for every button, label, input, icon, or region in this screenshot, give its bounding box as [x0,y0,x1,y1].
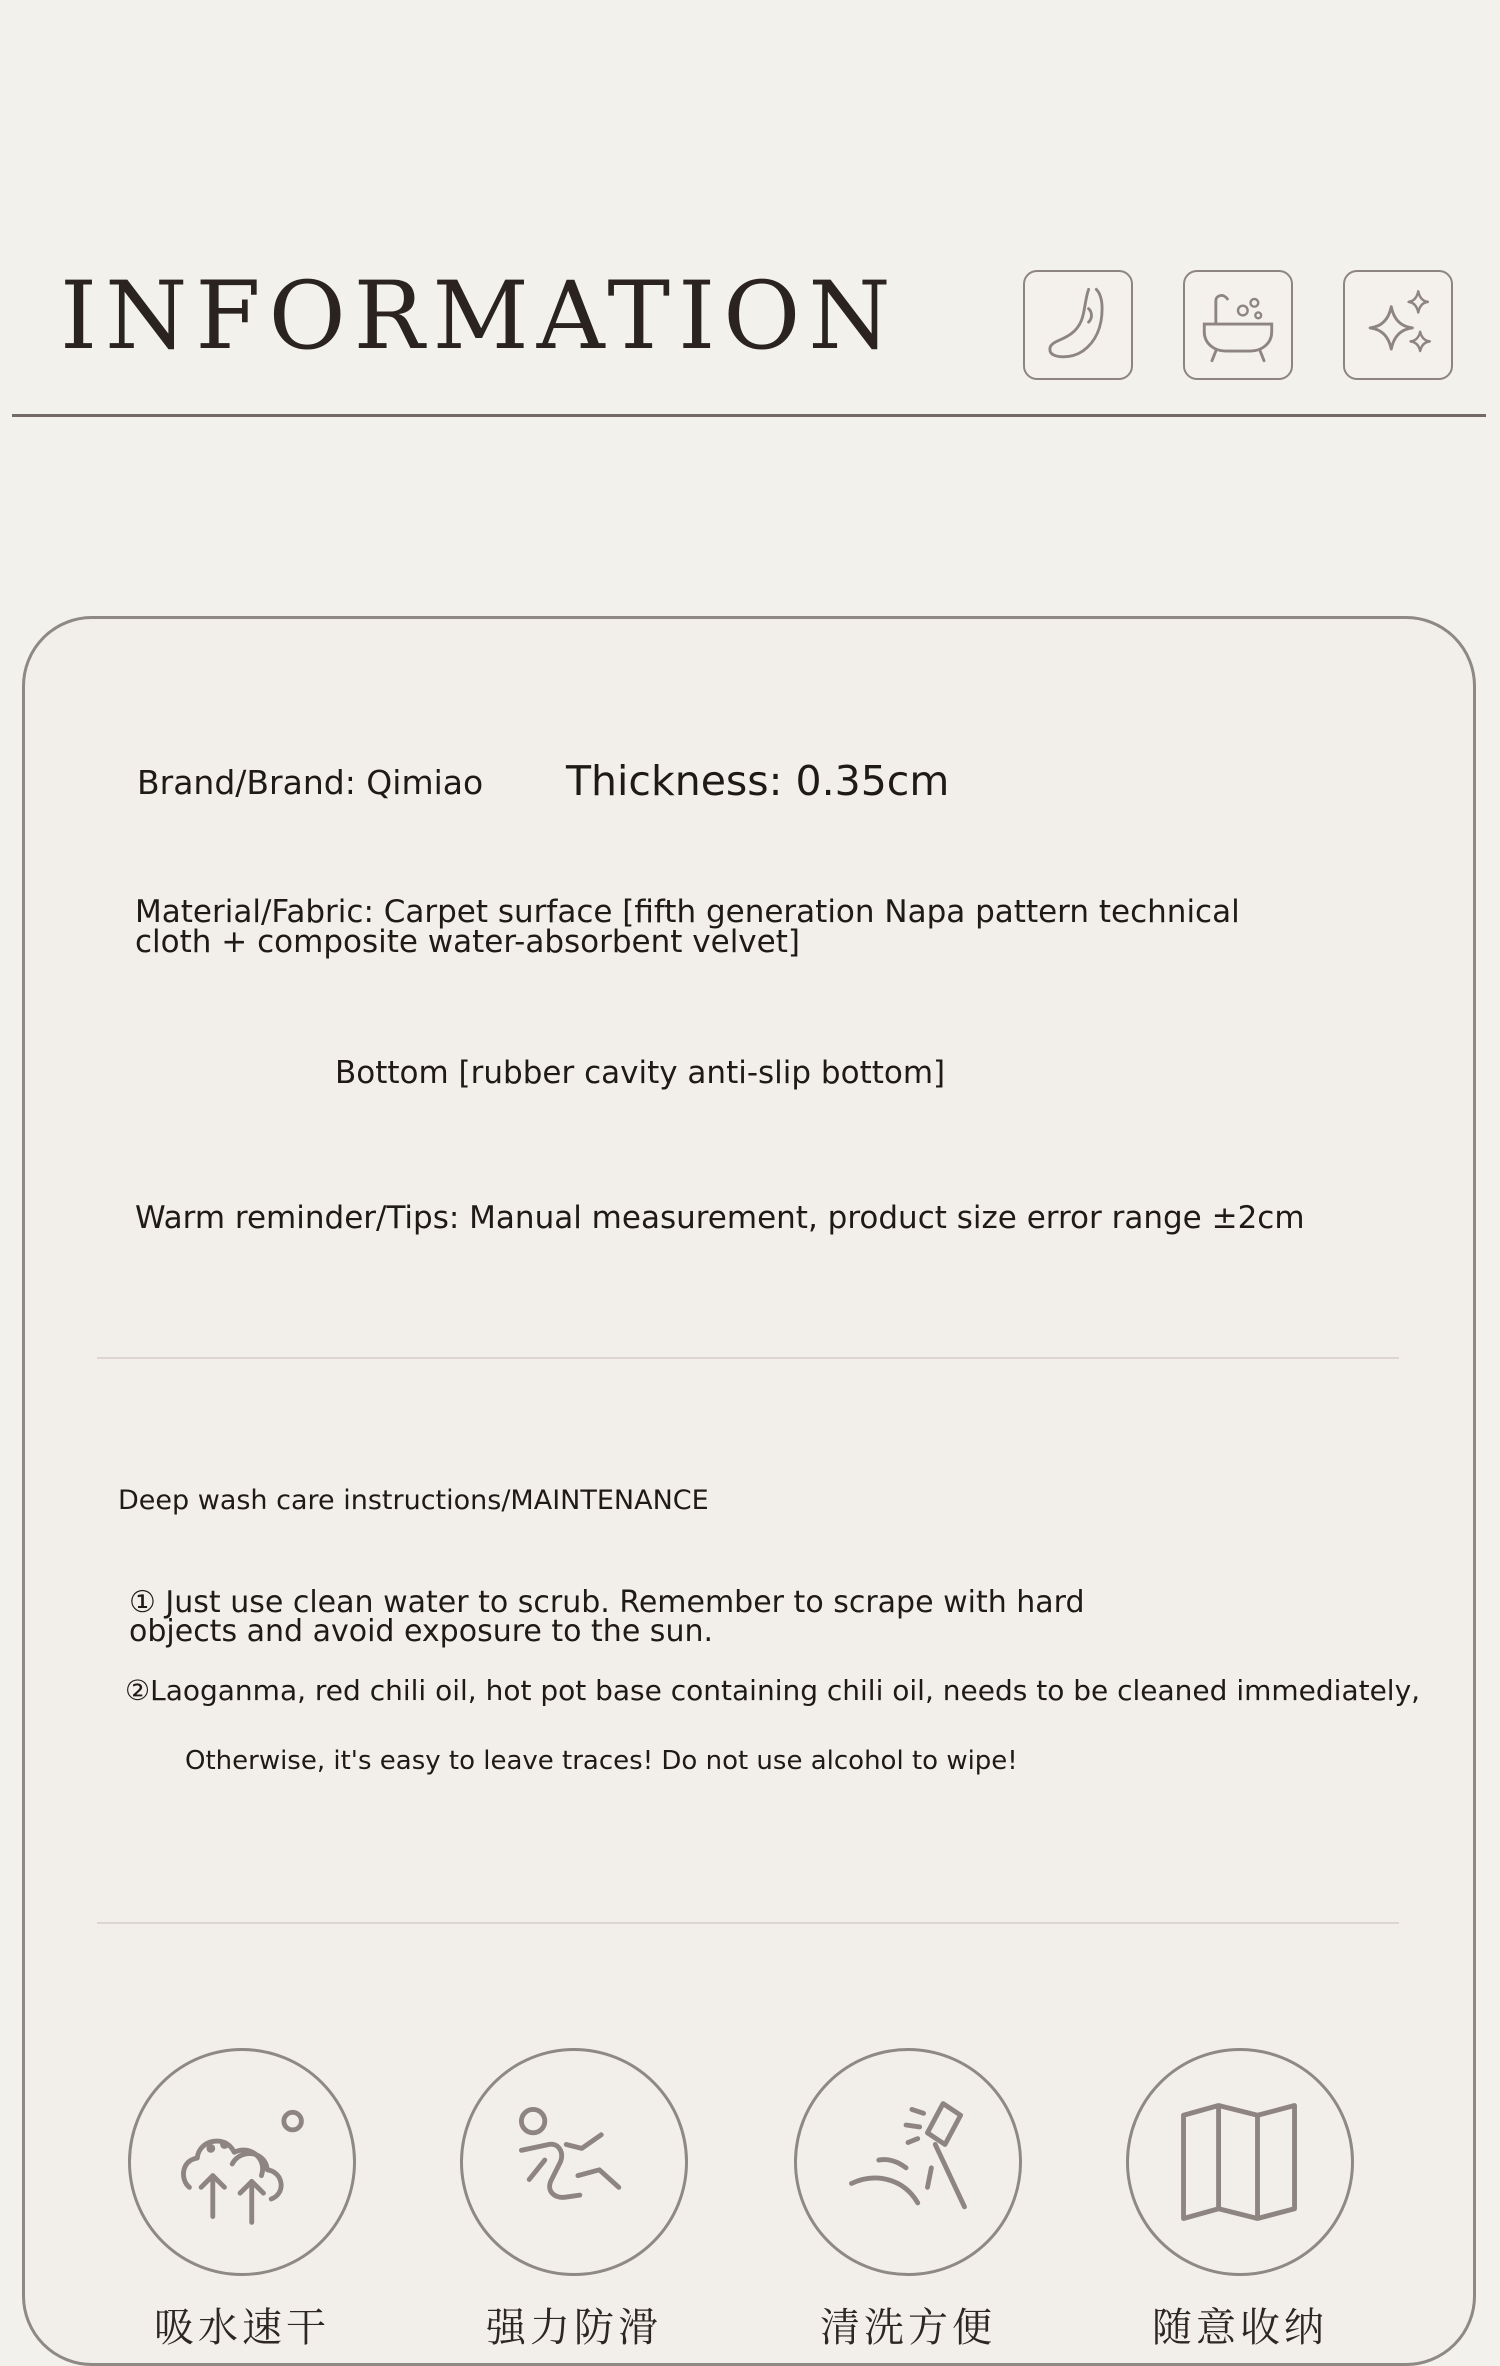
maintenance-item-2-continued: Otherwise, it's easy to leave traces! Do not use alcohol to wipe! [185,1746,1018,1776]
sparkle-icon [1343,270,1453,380]
maintenance-item-1: ① Just use clean water to scrub. Remember to scrape with hard objects and avoid exposure to the sun. [129,1585,1085,1649]
section-divider [97,1357,1399,1359]
feature-label-anti-slip: 强力防滑 [486,2305,662,2351]
absorb-icon [128,2048,356,2276]
bathtub-icon [1183,270,1293,380]
feature-label-easy-clean: 清洗方便 [820,2305,996,2351]
feature-label-absorb: 吸水速干 [154,2305,330,2351]
feature-label-foldable: 随意收纳 [1152,2305,1328,2351]
foot-icon [1023,270,1133,380]
bottom-text: Bottom [rubber cavity anti-slip bottom] [335,1055,946,1091]
maintenance-title: Deep wash care instructions/MAINTENANCE [118,1485,709,1516]
material-text: Material/Fabric: Carpet surface [fifth generation Napa pattern technical cloth + composite water-absorbent velvet] [135,894,1240,960]
section-divider [97,1922,1399,1924]
header-divider [12,414,1486,417]
brand-text: Brand/Brand: Qimiao [137,763,484,802]
easy-clean-icon [794,2048,1022,2276]
page-title: INFORMATION [60,262,899,371]
tips-text: Warm reminder/Tips: Manual measurement, product size error range ±2cm [135,1200,1305,1236]
anti-slip-icon [460,2048,688,2276]
foldable-icon [1126,2048,1354,2276]
maintenance-item-2: ②Laoganma, red chili oil, hot pot base containing chili oil, needs to be cleaned immediately, [125,1674,1421,1707]
thickness-text: Thickness: 0.35cm [566,757,950,805]
